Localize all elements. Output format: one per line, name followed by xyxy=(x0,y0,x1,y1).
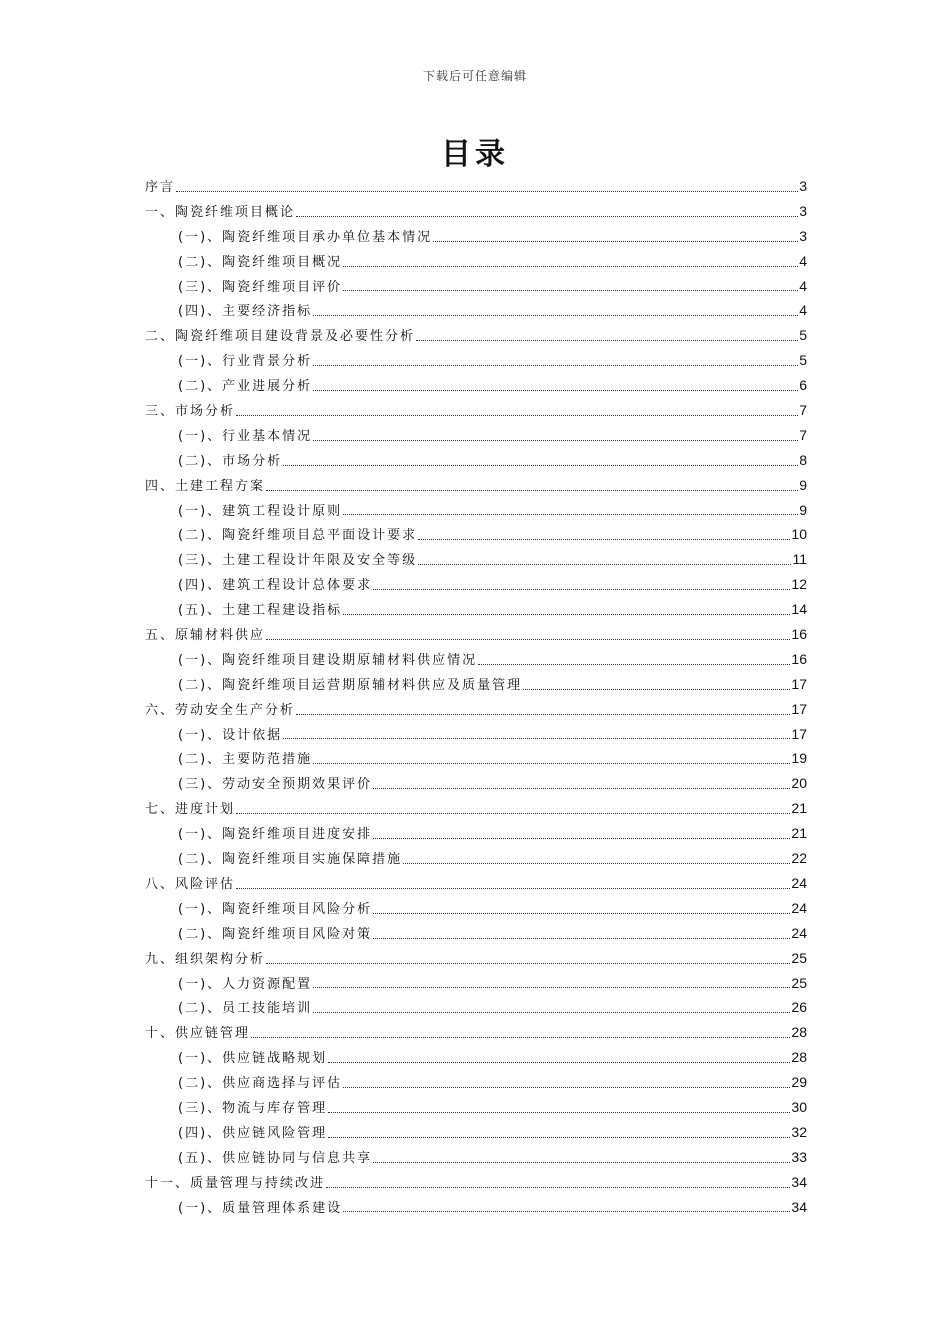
toc-leader-dots xyxy=(373,937,790,939)
toc-leader-dots xyxy=(283,737,790,739)
toc-leader-dots xyxy=(343,1086,790,1088)
toc-entry-label: (五)、供应链协同与信息共享 xyxy=(178,1150,373,1166)
toc-entry-page: 7 xyxy=(799,402,807,419)
toc-entry-page: 4 xyxy=(799,277,807,294)
toc-entry-page: 21 xyxy=(791,825,807,842)
toc-entry-label: (四)、供应链风险管理 xyxy=(178,1125,328,1141)
toc-entry[interactable] xyxy=(145,796,807,821)
toc-entry-page: 3 xyxy=(799,227,807,244)
toc-entry-label: 四、土建工程方案 xyxy=(145,478,266,494)
toc-entry-page: 9 xyxy=(799,476,807,493)
toc-entry[interactable] xyxy=(145,597,807,622)
toc-entry[interactable] xyxy=(145,672,807,697)
toc-leader-dots xyxy=(176,190,798,192)
toc-entry-label: (一)、陶瓷纤维项目建设期原辅材料供应情况 xyxy=(178,652,478,668)
toc-entry-page: 4 xyxy=(799,252,807,269)
toc-entry-page: 24 xyxy=(791,874,807,891)
toc-leader-dots xyxy=(266,489,798,491)
toc-entry-label: (二)、陶瓷纤维项目总平面设计要求 xyxy=(178,528,418,544)
toc-leader-dots xyxy=(313,314,798,316)
toc-entry-label: (一)、人力资源配置 xyxy=(178,976,313,992)
toc-entry[interactable] xyxy=(145,1070,807,1095)
toc-leader-dots xyxy=(343,613,790,615)
toc-entry-label: (二)、产业进展分析 xyxy=(178,379,313,395)
toc-entry-page: 24 xyxy=(791,924,807,941)
toc-entry[interactable] xyxy=(145,323,807,348)
toc-entry-label: (二)、主要防范措施 xyxy=(178,752,313,768)
toc-entry[interactable] xyxy=(145,697,807,722)
toc-entry-label: 五、原辅材料供应 xyxy=(145,628,266,644)
toc-entry-label: (一)、设计依据 xyxy=(178,727,283,743)
toc-entry[interactable] xyxy=(145,896,807,921)
toc-entry-label: (一)、供应链战略规划 xyxy=(178,1051,328,1067)
toc-entry-page: 5 xyxy=(799,352,807,369)
toc-entry-page: 26 xyxy=(791,999,807,1016)
toc-leader-dots xyxy=(283,464,798,466)
toc-entry-label: 八、风险评估 xyxy=(145,876,236,892)
toc-entry-label: 三、市场分析 xyxy=(145,404,236,420)
toc-leader-dots xyxy=(236,812,790,814)
toc-entry-page: 28 xyxy=(791,1049,807,1066)
toc-leader-dots xyxy=(373,837,790,839)
toc-entry[interactable] xyxy=(145,199,807,224)
toc-entry[interactable] xyxy=(145,298,807,323)
toc-leader-dots xyxy=(418,563,791,565)
toc-entry-page: 30 xyxy=(791,1098,807,1115)
toc-entry-page: 25 xyxy=(791,974,807,991)
toc-entry-label: (四)、主要经济指标 xyxy=(178,304,313,320)
toc-entry-page: 9 xyxy=(799,501,807,518)
toc-entry-page: 17 xyxy=(791,725,807,742)
table-of-contents xyxy=(145,174,807,1219)
toc-leader-dots xyxy=(343,289,798,291)
toc-entry[interactable] xyxy=(145,274,807,299)
toc-entry-label: (五)、土建工程建设指标 xyxy=(178,603,343,619)
toc-entry[interactable] xyxy=(145,1145,807,1170)
toc-entry-label: (一)、行业背景分析 xyxy=(178,354,313,370)
toc-leader-dots xyxy=(328,1061,790,1063)
toc-leader-dots xyxy=(313,364,798,366)
toc-entry-page: 12 xyxy=(791,576,807,593)
toc-entry-page: 21 xyxy=(791,800,807,817)
toc-entry-page: 4 xyxy=(799,302,807,319)
toc-entry[interactable] xyxy=(145,572,807,597)
toc-entry[interactable] xyxy=(145,995,807,1020)
toc-entry[interactable] xyxy=(145,971,807,996)
toc-leader-dots xyxy=(313,762,790,764)
toc-entry[interactable] xyxy=(145,622,807,647)
toc-entry-page: 34 xyxy=(791,1173,807,1190)
toc-leader-dots xyxy=(343,513,798,515)
toc-entry[interactable] xyxy=(145,1120,807,1145)
toc-entry-label: 二、陶瓷纤维项目建设背景及必要性分析 xyxy=(145,329,416,345)
toc-entry[interactable] xyxy=(145,846,807,871)
toc-entry-page: 25 xyxy=(791,949,807,966)
toc-leader-dots xyxy=(343,1210,790,1212)
toc-entry-label: 六、劳动安全生产分析 xyxy=(145,702,296,718)
toc-entry-page: 17 xyxy=(791,700,807,717)
toc-entry[interactable] xyxy=(145,522,807,547)
toc-entry-label: (一)、陶瓷纤维项目进度安排 xyxy=(178,827,373,843)
toc-entry-page: 16 xyxy=(791,626,807,643)
toc-entry-label: 一、陶瓷纤维项目概论 xyxy=(145,204,296,220)
toc-entry-page: 11 xyxy=(792,551,807,568)
toc-entry-label: (一)、行业基本情况 xyxy=(178,428,313,444)
toc-leader-dots xyxy=(313,1011,790,1013)
toc-entry-page: 3 xyxy=(799,202,807,219)
toc-leader-dots xyxy=(373,912,790,914)
toc-entry-page: 8 xyxy=(799,451,807,468)
toc-entry-page: 33 xyxy=(791,1148,807,1165)
toc-entry[interactable] xyxy=(145,547,807,572)
toc-entry-label: (二)、市场分析 xyxy=(178,453,283,469)
toc-entry[interactable] xyxy=(145,249,807,274)
toc-entry-page: 32 xyxy=(791,1123,807,1140)
toc-leader-dots xyxy=(236,887,790,889)
toc-entry-page: 19 xyxy=(791,750,807,767)
toc-entry-page: 28 xyxy=(791,1024,807,1041)
toc-leader-dots xyxy=(328,1136,790,1138)
toc-entry[interactable] xyxy=(145,647,807,672)
toc-entry[interactable] xyxy=(145,498,807,523)
header-note: 下载后可任意编辑 xyxy=(422,69,527,83)
toc-leader-dots xyxy=(478,663,790,665)
toc-entry-page: 5 xyxy=(799,327,807,344)
toc-leader-dots xyxy=(373,1161,790,1163)
toc-entry[interactable] xyxy=(145,921,807,946)
toc-leader-dots xyxy=(403,862,790,864)
toc-leader-dots xyxy=(416,339,798,341)
toc-entry-label: 十、供应链管理 xyxy=(145,1026,251,1042)
toc-entry[interactable] xyxy=(145,1020,807,1045)
toc-leader-dots xyxy=(328,1111,790,1113)
toc-entry-label: 序言 xyxy=(145,180,176,195)
toc-entry[interactable] xyxy=(145,1095,807,1120)
toc-leader-dots xyxy=(523,688,790,690)
toc-entry-page: 6 xyxy=(799,377,807,394)
toc-entry-label: (三)、土建工程设计年限及安全等级 xyxy=(178,553,418,569)
toc-entry-label: (二)、陶瓷纤维项目运营期原辅材料供应及质量管理 xyxy=(178,677,523,693)
toc-leader-dots xyxy=(418,538,790,540)
toc-entry-page: 17 xyxy=(791,675,807,692)
toc-leader-dots xyxy=(313,986,790,988)
toc-entry[interactable] xyxy=(145,174,807,199)
toc-entry-label: (一)、陶瓷纤维项目承办单位基本情况 xyxy=(178,229,433,245)
toc-entry-label: (三)、物流与库存管理 xyxy=(178,1100,328,1116)
toc-leader-dots xyxy=(326,1186,790,1188)
toc-entry-page: 29 xyxy=(791,1074,807,1091)
toc-entry-label: (四)、建筑工程设计总体要求 xyxy=(178,578,373,594)
toc-entry-page: 24 xyxy=(791,899,807,916)
toc-entry-label: (一)、质量管理体系建设 xyxy=(178,1200,343,1216)
toc-entry-label: 九、组织架构分析 xyxy=(145,951,266,967)
toc-entry-label: 七、进度计划 xyxy=(145,802,236,818)
toc-entry-page: 20 xyxy=(791,775,807,792)
toc-entry-label: (二)、陶瓷纤维项目实施保障措施 xyxy=(178,852,403,868)
toc-entry[interactable] xyxy=(145,821,807,846)
toc-entry-page: 7 xyxy=(799,426,807,443)
toc-entry-page: 16 xyxy=(791,650,807,667)
toc-entry-label: (一)、陶瓷纤维项目风险分析 xyxy=(178,901,373,917)
toc-entry[interactable] xyxy=(145,373,807,398)
toc-entry-label: (二)、陶瓷纤维项目概况 xyxy=(178,254,343,270)
toc-leader-dots xyxy=(251,1036,790,1038)
toc-entry[interactable] xyxy=(145,448,807,473)
toc-leader-dots xyxy=(373,588,790,590)
toc-leader-dots xyxy=(236,414,798,416)
toc-entry[interactable] xyxy=(145,771,807,796)
toc-leader-dots xyxy=(343,265,798,267)
toc-entry-label: (二)、供应商选择与评估 xyxy=(178,1076,343,1092)
toc-entry[interactable] xyxy=(145,398,807,423)
toc-entry-page: 14 xyxy=(791,601,807,618)
toc-entry[interactable] xyxy=(145,946,807,971)
toc-leader-dots xyxy=(433,240,798,242)
toc-entry[interactable] xyxy=(145,722,807,747)
toc-entry-page: 10 xyxy=(791,526,807,543)
toc-leader-dots xyxy=(313,389,798,391)
toc-title: 目录 xyxy=(441,137,509,172)
toc-entry-page: 34 xyxy=(791,1198,807,1215)
toc-entry-page: 22 xyxy=(791,850,807,867)
toc-leader-dots xyxy=(266,638,790,640)
toc-entry[interactable] xyxy=(145,473,807,498)
toc-entry-label: (三)、劳动安全预期效果评价 xyxy=(178,777,373,793)
toc-entry[interactable] xyxy=(145,1170,807,1195)
toc-entry-label: (三)、陶瓷纤维项目评价 xyxy=(178,279,343,295)
toc-entry[interactable] xyxy=(145,423,807,448)
toc-entry-label: 十一、质量管理与持续改进 xyxy=(145,1175,326,1191)
toc-entry-label: (二)、陶瓷纤维项目风险对策 xyxy=(178,926,373,942)
toc-entry[interactable] xyxy=(145,224,807,249)
toc-entry[interactable] xyxy=(145,348,807,373)
toc-entry-label: (二)、员工技能培训 xyxy=(178,1001,313,1017)
toc-leader-dots xyxy=(296,713,790,715)
toc-leader-dots xyxy=(313,439,798,441)
toc-leader-dots xyxy=(266,962,790,964)
toc-entry-page: 3 xyxy=(799,178,807,194)
toc-entry[interactable] xyxy=(145,1045,807,1070)
toc-entry-label: (一)、建筑工程设计原则 xyxy=(178,503,343,519)
toc-entry[interactable] xyxy=(145,871,807,896)
toc-leader-dots xyxy=(296,215,798,217)
toc-entry[interactable] xyxy=(145,1195,807,1220)
toc-entry[interactable] xyxy=(145,746,807,771)
toc-leader-dots xyxy=(373,787,790,789)
